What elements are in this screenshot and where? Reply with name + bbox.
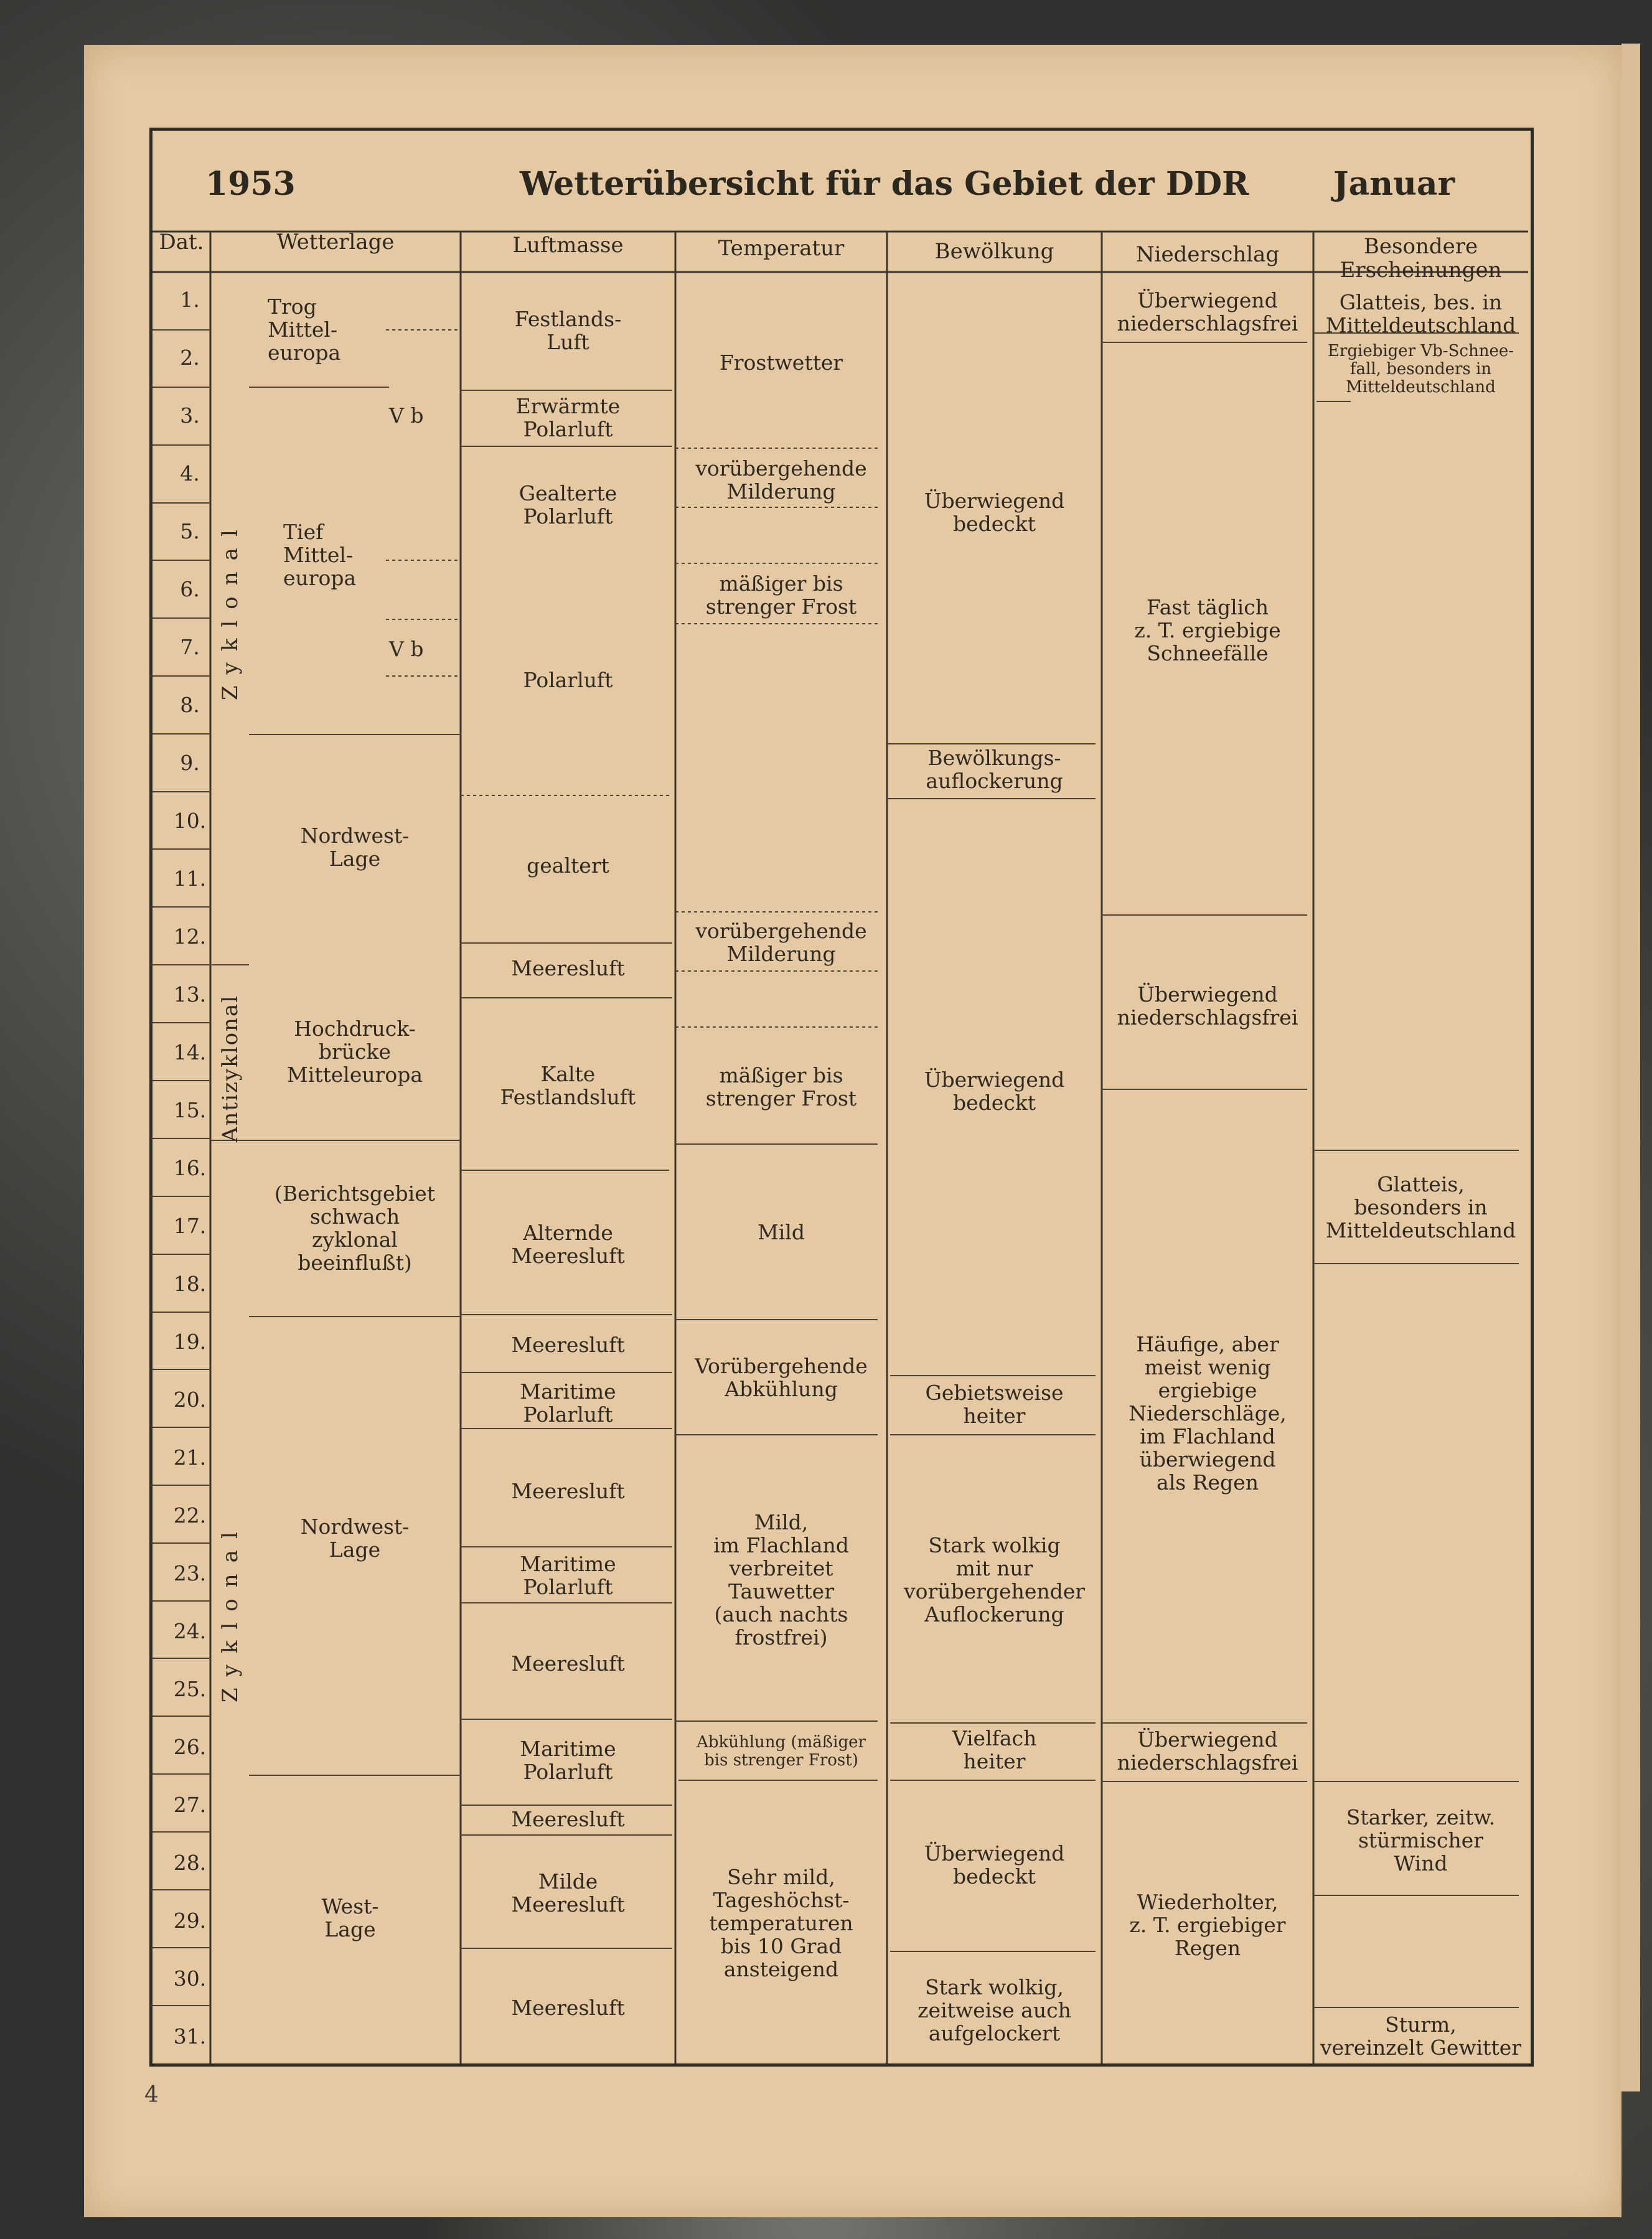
col-niederschlag: Niederschlag (1135, 242, 1280, 267)
temperatur-maessig (675, 573, 887, 619)
cell-line: Maritime (520, 1379, 616, 1404)
cell-line: Polarluft (523, 416, 613, 441)
luftmasse-meeresluft: Meeresluft (511, 956, 625, 980)
niederschlag-haeufig (1102, 1333, 1313, 1495)
cell-line: Stark wolkig, (925, 1975, 1064, 1999)
niederschlag-frei (1102, 1729, 1313, 1775)
cell-line: Niederschläge, (1129, 1401, 1287, 1425)
cell-line: meist wenig (1144, 1354, 1271, 1379)
col-besondere-line: Besondere (1363, 234, 1478, 259)
cell-line: niederschlagsfrei (1117, 311, 1298, 336)
luftmasse-maritime (461, 1738, 675, 1784)
cell-line: Mild, (754, 1510, 809, 1534)
cell-line: Meeresluft (511, 1892, 625, 1917)
cell-line: strenger Frost (705, 1086, 857, 1110)
bewoelkung-auflockerung (887, 747, 1102, 793)
cell-line: Maritime (520, 1737, 616, 1761)
day-label: 12. (173, 924, 207, 949)
temperatur-milderung (675, 920, 887, 966)
cell-line: brücke (318, 1039, 392, 1064)
cell-line: Glatteis, (1377, 1172, 1465, 1196)
col-luftmasse: Luftmasse (512, 233, 624, 258)
luftmasse-meeresluft: Meeresluft (511, 1807, 625, 1831)
cell-line: bedeckt (952, 1864, 1036, 1889)
cell-line: Milderung (726, 941, 836, 966)
col-besondere (1313, 235, 1528, 282)
cell-line: schwach (309, 1204, 400, 1229)
luftmasse-polarluft: Polarluft (523, 668, 613, 692)
cell-line: Milderung (726, 479, 836, 504)
cell-line: Lage (329, 1537, 381, 1562)
cell-line: niederschlagsfrei (1117, 1005, 1298, 1030)
wetterlage-hochdruck (249, 1018, 461, 1087)
col-bewoelkung: Bewölkung (934, 239, 1054, 264)
cell-line: Überwiegend (924, 1841, 1065, 1866)
wetterlage-west (249, 1895, 451, 1941)
cell-line: Mitteldeutschland (1325, 1218, 1516, 1242)
cell-line: Kalte (540, 1062, 596, 1086)
bewoelkung-wolkig (887, 1976, 1102, 2045)
temperatur-mild: Mild (757, 1220, 805, 1244)
day-label: 6. (180, 577, 200, 601)
day-label: 7. (180, 635, 200, 659)
temperatur-abkuehlung-frost (675, 1734, 887, 1770)
cell-line: im Flachland (1140, 1424, 1275, 1448)
cell-line: Wind (1394, 1851, 1448, 1875)
vertical-label-zyklonal: Zyklonal (218, 519, 243, 700)
cell-line: mäßiger bis (719, 571, 843, 596)
cell-line: zeitweise auch (918, 1997, 1071, 2022)
temperatur-maessig (675, 1064, 887, 1110)
cell-line: frostfrei) (734, 1625, 828, 1650)
cell-line: Abkühlung (725, 1376, 838, 1401)
vertical-label-zyklonal: Zyklonal (218, 1521, 243, 1702)
day-label: 8. (180, 693, 200, 717)
cell-line: z. T. ergiebiger (1129, 1912, 1286, 1937)
cell-line: Wiederholter, (1137, 1890, 1279, 1914)
day-label: 22. (173, 1503, 207, 1528)
cell-line: Vorübergehende (695, 1354, 868, 1378)
day-label: 28. (173, 1851, 207, 1875)
cell-line: europa (268, 340, 341, 365)
cell-line: beeinflußt) (298, 1250, 412, 1275)
niederschlag-regen (1102, 1891, 1313, 1960)
cell-line: Festlands- (514, 307, 622, 331)
cell-line: heiter (963, 1403, 1026, 1428)
cell-line: Polarluft (523, 504, 613, 528)
luftmasse-maritime (461, 1381, 675, 1427)
cell-line: verbreitet (729, 1556, 833, 1580)
temperatur-sehr-mild (675, 1866, 887, 1981)
niederschlag-frei (1102, 983, 1313, 1030)
cell-line: Lage (329, 846, 381, 871)
besondere-vb-schneefall (1313, 342, 1528, 397)
cell-line: Überwiegend (924, 489, 1065, 513)
cell-line: fall, besonders in (1349, 360, 1492, 379)
col-wetterlage: Wetterlage (276, 230, 395, 255)
cell-line: Mitteleuropa (286, 1062, 423, 1087)
cell-line: besonders in (1354, 1195, 1488, 1219)
cell-line: Fast täglich (1147, 595, 1269, 619)
cell-line: Bewölkungs- (927, 746, 1061, 770)
cell-line: Überwiegend (924, 1068, 1065, 1092)
cell-line: zyklonal (312, 1227, 398, 1252)
cell-line: ergiebige (1158, 1378, 1257, 1402)
page-title: Wetterübersicht für das Gebiet der DDR (520, 165, 1249, 203)
cell-line: Mitteldeutschland (1325, 312, 1516, 337)
cell-line: im Flachland (713, 1533, 849, 1557)
luftmasse-gealtert: gealtert (527, 853, 609, 878)
cell-line: Überwiegend (1137, 982, 1278, 1007)
niederschlag-schnee (1102, 596, 1313, 665)
day-label: 24. (173, 1619, 207, 1643)
luftmasse-meeresluft: Meeresluft (511, 1996, 625, 2020)
cell-line: vorübergehender (903, 1579, 1086, 1603)
wetterlage-vb: V b (389, 403, 424, 428)
cell-line: Mittel- (283, 542, 354, 567)
day-label: 4. (180, 461, 200, 486)
cell-line: vorübergehende (695, 456, 867, 481)
cell-line: bedeckt (952, 511, 1036, 536)
cell-line: bedeckt (952, 1090, 1036, 1115)
cell-line: mäßiger bis (719, 1063, 843, 1087)
wetterlage-tief (283, 521, 356, 590)
cell-line: Überwiegend (1137, 1727, 1278, 1752)
col-dat: Dat. (159, 230, 204, 255)
besondere-glatteis (1313, 291, 1528, 337)
day-label: 29. (173, 1908, 207, 1933)
day-label: 30. (173, 1966, 207, 1991)
day-label: 10. (173, 809, 207, 833)
cell-line: Tief (283, 520, 324, 544)
luftmasse-kalte (461, 1063, 675, 1109)
luftmasse-meeresluft: Meeresluft (511, 1651, 625, 1676)
day-label: 9. (180, 751, 200, 775)
day-label: 21. (173, 1445, 207, 1470)
bewoelkung-bedeckt (887, 490, 1102, 536)
col-besondere-line: Erscheinungen (1340, 258, 1502, 283)
cell-line: Ergiebiger Vb-Schnee- (1327, 342, 1514, 360)
vertical-label-antizyklonal: Antizyklonal (218, 994, 243, 1142)
cell-line: strenger Frost (705, 594, 857, 619)
cell-line: Meeresluft (511, 1243, 625, 1268)
cell-line: ansteigend (723, 1956, 839, 1981)
cell-line: z. T. ergiebige (1134, 617, 1281, 642)
temperatur-mild-flachland (675, 1511, 887, 1650)
temperatur-milderung (675, 458, 887, 504)
cell-line: Sehr mild, (727, 1865, 835, 1889)
cell-line: niederschlagsfrei (1117, 1750, 1298, 1775)
cell-line: temperaturen (709, 1910, 853, 1935)
cell-line: Tageshöchst- (713, 1887, 850, 1912)
year: 1953 (205, 165, 296, 203)
cell-line: europa (283, 565, 357, 590)
cell-line: Hochdruck- (294, 1016, 416, 1041)
day-label: 20. (173, 1387, 207, 1412)
wetterlage-bericht (249, 1183, 461, 1275)
wetterlage-nordwest (249, 1516, 461, 1562)
cell-line: (Berichtsgebiet (274, 1181, 436, 1206)
cell-line: Regen (1174, 1935, 1241, 1960)
cell-line: Mittel- (268, 317, 338, 342)
cell-line: Erwärmte (515, 394, 621, 418)
cell-line: Polarluft (523, 1759, 613, 1784)
cell-line: auflockerung (926, 768, 1063, 793)
besondere-wind (1313, 1806, 1528, 1875)
cell-line: heiter (963, 1748, 1026, 1773)
cell-line: Alternde (523, 1221, 613, 1245)
luftmasse-gealterte (461, 482, 675, 528)
cell-line: Sturm, (1385, 2012, 1457, 2037)
col-temperatur: Temperatur (718, 236, 845, 261)
wetterlage-trog (268, 296, 340, 365)
luftmasse-maritime (461, 1553, 675, 1599)
luftmasse-erwaermte (461, 395, 675, 441)
cell-line: Luft (547, 329, 589, 354)
luftmasse-meeresluft: Meeresluft (511, 1333, 625, 1357)
cell-line: Schneefälle (1147, 641, 1269, 665)
cell-line: Nordwest- (300, 824, 410, 848)
cell-line: bis strenger Frost) (704, 1751, 858, 1770)
day-label: 18. (173, 1272, 207, 1296)
bewoelkung-bedeckt (887, 1069, 1102, 1115)
day-label: 15. (173, 1098, 207, 1122)
day-label: 2. (180, 345, 200, 370)
day-label: 19. (173, 1330, 207, 1354)
cell-line: Polarluft (523, 1402, 613, 1427)
wetterlage-vb: V b (389, 637, 424, 661)
temperatur-frost: Frostwetter (719, 350, 843, 375)
day-label: 13. (173, 982, 207, 1007)
day-label: 11. (173, 866, 207, 891)
day-label: 17. (173, 1214, 207, 1238)
cell-line: Milde (538, 1869, 598, 1894)
day-label: 31. (173, 2024, 207, 2049)
cell-line: überwiegend (1139, 1447, 1276, 1472)
cell-line: Gealterte (519, 481, 617, 505)
cell-line: West- (321, 1894, 379, 1918)
month: Januar (1333, 165, 1455, 203)
cell-line: vereinzelt Gewitter (1320, 2035, 1522, 2060)
luftmasse-alternde (461, 1222, 675, 1268)
cell-line: Festlandsluft (500, 1084, 636, 1109)
cell-line: stürmischer (1358, 1828, 1484, 1852)
cell-line: Mitteldeutschland (1346, 378, 1496, 397)
cell-line: (auch nachts (714, 1602, 848, 1626)
luftmasse-festlands (461, 308, 675, 354)
day-label: 16. (173, 1156, 207, 1180)
besondere-sturm (1313, 2014, 1528, 2060)
cell-line: Abkühlung (mäßiger (697, 1733, 866, 1752)
cell-line: als Regen (1157, 1470, 1259, 1495)
cell-line: Lage (324, 1917, 376, 1941)
cell-line: Nordwest- (300, 1514, 410, 1539)
cell-line: Gebietsweise (925, 1381, 1064, 1405)
wetterlage-nordwest (249, 825, 461, 871)
cell-line: Überwiegend (1137, 288, 1278, 312)
bewoelkung-bedeckt (887, 1842, 1102, 1889)
cell-line: Vielfach (952, 1726, 1037, 1750)
cell-line: Polarluft (523, 1574, 613, 1599)
luftmasse-meeresluft: Meeresluft (511, 1479, 625, 1503)
day-label: 25. (173, 1677, 207, 1701)
day-label: 5. (180, 519, 200, 543)
day-label: 14. (173, 1040, 207, 1064)
bewoelkung-wolkig (887, 1534, 1102, 1626)
luftmasse-milde (461, 1871, 675, 1917)
besondere-glatteis (1313, 1173, 1528, 1242)
cell-line: aufgelockert (928, 2021, 1061, 2045)
day-label: 26. (173, 1735, 207, 1759)
day-label: 23. (173, 1561, 207, 1585)
cell-line: Stark wolkig (928, 1533, 1061, 1557)
bewoelkung-heiter (887, 1727, 1102, 1773)
cell-line: Glatteis, bes. in (1339, 290, 1503, 314)
day-label: 3. (180, 403, 200, 428)
cell-line: vorübergehende (695, 919, 867, 943)
bewoelkung-heiter (887, 1382, 1102, 1428)
cell-line: Maritime (520, 1552, 616, 1576)
cell-line: Auflockerung (924, 1602, 1064, 1626)
day-label: 27. (173, 1793, 207, 1817)
temperatur-abkuehlung (675, 1355, 887, 1401)
page-number: 4 (144, 2082, 159, 2108)
day-label: 1. (180, 288, 200, 312)
cell-line: Häufige, aber (1136, 1332, 1279, 1356)
cell-line: mit nur (955, 1556, 1033, 1580)
cell-line: bis 10 Grad (720, 1933, 842, 1958)
cell-line: Starker, zeitw. (1346, 1805, 1496, 1829)
niederschlag-frei (1102, 289, 1313, 336)
cell-line: Trog (268, 294, 317, 319)
cell-line: Tauwetter (728, 1579, 834, 1603)
